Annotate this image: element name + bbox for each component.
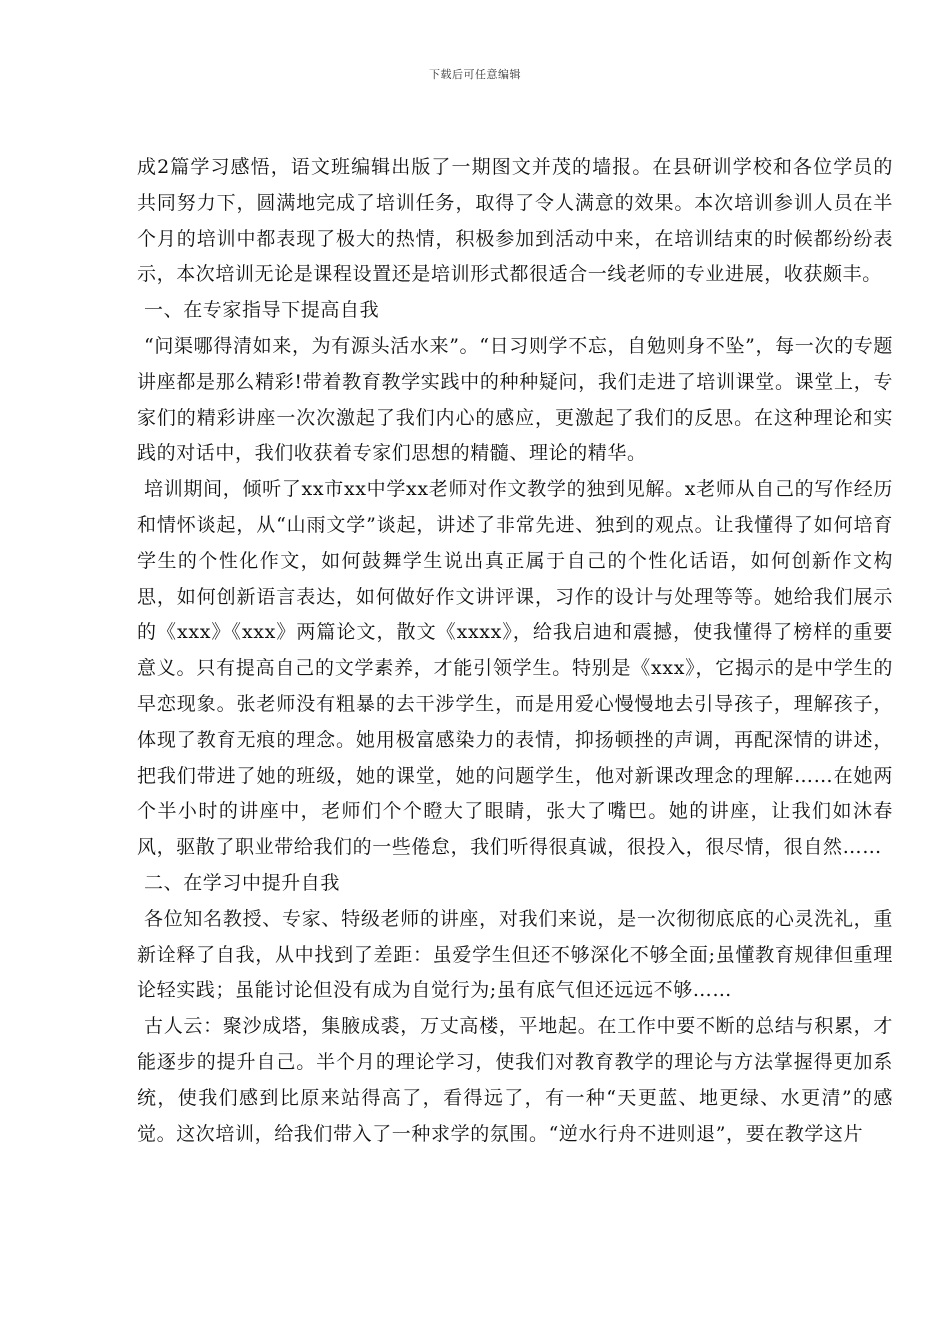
paragraph-intro-continuation: 成2篇学习感悟，语文班编辑出版了一期图文并茂的墙报。在县研训学校和各位学员的共同努力下，圆满地完成了培训任务，取得了令人满意的效果。本次培训参训人员在半个月的培训中都表现了极大的热情，积极参加到活动中来，在培训结束的时候都纷纷表示，本次培训无论是课程设置还是培训形式都很适合一线老师的专业进展，收获颇丰。 — [137, 156, 893, 286]
section-heading-1: 一、在专家指导下提高自我 — [144, 299, 380, 322]
paragraph-ancients-said: 古人云：聚沙成塔，集腋成裘，万丈高楼，平地起。在工作中要不断的总结与积累，才能逐步的提升自己。半个月的理论学习，使我们对教育教学的理论与方法掌握得更加系统，使我们感到比原来站得高了，看得远了，有一种“天更蓝、地更绿、水更清”的感觉。这次培训，给我们带入了一种求学的氛围。“逆水行舟不进则退”，要在教学这片 — [137, 1015, 893, 1145]
document-body — [137, 150, 893, 1152]
section-heading-2: 二、在学习中提升自我 — [144, 871, 341, 894]
paragraph-training-period: 培训期间，倾听了xx市xx中学xx老师对作文教学的独到见解。x老师从自己的写作经历和情怀谈起，从“山雨文学”谈起，讲述了非常先进、独到的观点。让我懂得了如何培育学生的个性化作文，如何鼓舞学生说出真正属于自己的个性化话语，如何创新作文构思，如何创新语言表达，如何做好作文讲评课，习作的设计与处理等等。她给我们展示的《xxx》《xxx》两篇论文，散文《xxxx》，给我启迪和震撼，使我懂得了榜样的重要意义。只有提高自己的文学素养，才能引领学生。特别是《xxx》，它揭示的是中学生的早恋现象。张老师没有粗暴的去干涉学生，而是用爱心慢慢地去引导孩子，理解孩子，体现了教育无痕的理念。她用极富感染力的表情，抑扬顿挫的声调，再配深情的讲述，把我们带进了她的班级，她的课堂，她的问题学生，他对新课改理念的理解……在她两个半小时的讲座中，老师们个个瞪大了眼睛，张大了嘴巴。她的讲座，让我们如沐春风，驱散了职业带给我们的一些倦怠，我们听得很真诚，很投入，很尽情，很自然…… — [137, 478, 893, 859]
header-note: 下载后可任意编辑 — [429, 68, 521, 81]
paragraph-lectures: 各位知名教授、专家、特级老师的讲座，对我们来说，是一次彻彻底底的心灵洗礼，重新诠释了自我，从中找到了差距：虽爱学生但还不够深化不够全面;虽懂教育规律但重理论轻实践；虽能讨论但没有成为自觉行为;虽有底气但还远远不够…… — [137, 907, 893, 1002]
paragraph-expert-guidance: “问渠哪得清如来，为有源头活水来”。“日习则学不忘，自勉则身不坠”，每一次的专题讲座都是那么精彩!带着教育教学实践中的种种疑问，我们走进了培训课堂。课堂上，专家们的精彩讲座一次次激起了我们内心的感应，更激起了我们的反思。在这种理论和实践的对话中，我们收获着专家们思想的精髓、理论的精华。 — [137, 334, 893, 465]
